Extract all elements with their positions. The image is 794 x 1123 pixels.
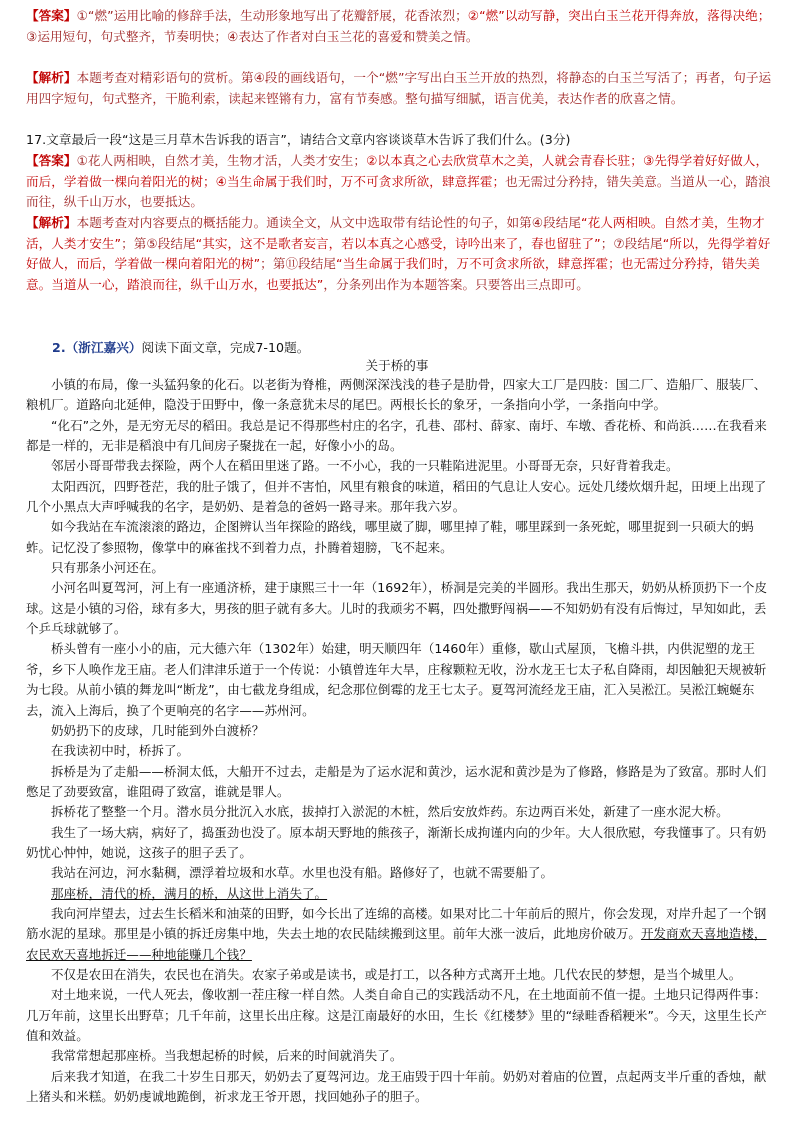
article-paragraph: 如今我站在车流滚滚的路边，企图辨认当年探险的路线，哪里崴了脚，哪里掉了鞋，哪里踩到一条死蛇，哪里捉到一只硕大的蚂蚱。记忆没了参照物，像掌中的麻雀找不到着力点，扑腾着翅膀，飞不起来。 bbox=[26, 519, 754, 555]
article-paragraph: 我生了一场大病，病好了，捣蛋劲也没了。原本胡天野地的熊孩子，渐渐长成拘谨内向的少年。大人很欣慰，夸我懂事了。只有奶奶忧心忡忡，她说，这孩子的胆子丢了。 bbox=[26, 824, 767, 860]
article-paragraph: 我站在河边，河水黏稠，漂浮着垃圾和水草。水里也没有船。路修好了，也就不需要船了。 bbox=[51, 865, 554, 881]
article-body bbox=[26, 375, 772, 1107]
article-paragraph: 我向河岸望去，过去生长稻米和油菜的田野，如今长出了连绵的高楼。如果对比二十年前后的照片，你会发现，对岸升起了一个钢筋水泥的星球。那里是小镇的拆迁房集中地，失去土地的农民陆续搬到这里。前年大涨一波后，此地房价破万。开发商欢天喜地造楼，农民欢天喜地拆迁——种地能赚几个钱？ bbox=[26, 905, 767, 962]
article-paragraph: 邻居小哥哥带我去探险，两个人在稻田里迷了路。一不小心，我的一只鞋陷进泥里。小哥哥无奈，只好背着我走。 bbox=[51, 458, 679, 474]
q17-answer bbox=[26, 151, 772, 213]
analysis-text: 本题考查对精彩语句的赏析。第④段的画线语句，一个“燃”字写出白玉兰开放的热烈，将静态的白玉兰写活了；再者，句子运用四字短句，句式整齐，干脆利索，读起来铿锵有力，富有节奏感。整句描写细腻，语言优美，表达作者的欣喜之情。 bbox=[26, 70, 772, 106]
q17-analysis: 【解析】本题考查对内容要点的概括能力。通读全文，从文中选取带有结论性的句子，如第④段结尾“花人两相映。自然才美，生物才活，人类才安生”；第⑤段结尾“其实，这不是歌者妄言，若以本真之心感受，诗吟出来了，春也留驻了”；⑦段结尾“所以，先得学着好好做人，而后，学着做一棵向着阳光的树”；第⑪段结尾“当生命属于我们时，万不可贪求所欲，肆意挥霍；也无需过分矜持，错失美意。当道从一心，踏浪而往，纵千山万水，也要抵达”，分条列出作为本题答案。只要答出三点即可。 bbox=[26, 215, 771, 292]
answer-point-2: ②“燃”以动写静，突出白玉兰花开得奔放，落得决绝； bbox=[467, 8, 771, 23]
q16-answer bbox=[26, 6, 772, 47]
underlined-sentence: 开发商欢天喜地造楼，农民欢天喜地拆迁——种地能赚几个钱？ bbox=[26, 926, 767, 962]
article-paragraph: 拆桥是为了走船——桥洞太低，大船开不过去，走船是为了运水泥和黄沙，运水泥和黄沙是为了修路，修路是为了致富。那时人们憋足了劲要致富，谁阻碍了致富，谁就是罪人。 bbox=[26, 763, 767, 799]
answer-point-3: ③运用短句，句式整齐，节奏明快；④表达了作者对白玉兰花的喜爱和赞美之情。 bbox=[26, 28, 479, 44]
article-paragraph: 那座桥，清代的桥，满月的桥，从这世上消失了。 bbox=[51, 885, 328, 901]
article-paragraph: “化石”之外，是无穷无尽的稻田。我总是记不得那些村庄的名字，孔巷、邵村、薛家、南圩、车墩、香花桥、和尚浜……在我看来都是一样的，无非是稻浪中有几间房子聚拢在一起，好像小小的岛。 bbox=[26, 417, 767, 454]
article-paragraph: 太阳西沉，四野苍茫，我的肚子饿了，但并不害怕，风里有粮食的味道，稻田的气息让人安心。远处几缕炊烟升起，田埂上出现了几个小黑点大声呼喊我的名字，是奶奶、是着急的爸妈一路寻来。那年我六岁。 bbox=[26, 478, 767, 515]
article-paragraph: 我常常想起那座桥。当我想起桥的时候，后来的时间就消失了。 bbox=[51, 1048, 403, 1064]
article-paragraph: 奶奶扔下的皮球，几时能到外白渡桥？ bbox=[51, 722, 265, 738]
analysis-tag: 【解析】 bbox=[26, 70, 77, 85]
article-paragraph: 对土地来说，一代人死去，像收割一茬庄稼一样自然。人类自命自己的实践活动不凡，在土地面前不值一提。土地只记得两件事：几万年前，这里长出野草；几千年前，这里长出庄稼。这是江南最好的水田，生长《红楼梦》里的“绿畦香稻粳米”。今天，这里生长产值和效益。 bbox=[26, 987, 767, 1043]
answer-point-1: ①花人两相映，自然才美，生物才活，人类才安生； bbox=[76, 153, 367, 168]
answer-point-4: 也无需过分矜持，错失美意。当道从一心，踏浪而往，纵千山万水，也要抵达。 bbox=[26, 173, 771, 210]
article-paragraph: 只有那条小河还在。 bbox=[51, 560, 164, 576]
answer-point-3: ④当生命属于我们时，万不可贪求所欲，肆意挥霍； bbox=[215, 173, 506, 189]
answer-tag: 【答案】 bbox=[26, 153, 77, 168]
q2-instruction: 阅读下面文章，完成7-10题。 bbox=[141, 340, 310, 355]
article-paragraph: 桥头曾有一座小小的庙，元大德六年（1302年）始建，明天顺四年（1460年）重修，歇山式屋顶，飞檐斗拱，内供泥塑的龙王爷，乡下人唤作龙王庙。老人们津津乐道于一个传说：小镇曾连年大旱，庄稼颗粒无收，汾水龙王七太子私自降雨，却因触犯天规被斩为七段。从前小镇的舞龙叫“断龙”，由七截龙身组成，纪念那位倒霉的龙王七太子。夏驾河流经龙王庙，汇入吴淞江。吴淞江蜿蜒东去，流入上海后，换了个更响亮的名字——苏州河。 bbox=[26, 641, 767, 718]
answer-tag: 【答案】 bbox=[26, 8, 77, 23]
article-paragraph: 小河名叫夏驾河，河上有一座通济桥，建于康熙三十一年（1692年），桥洞是完美的半圆形。我出生那天，奶奶从桥顶扔下一个皮球。这是小镇的习俗，球有多大，男孩的胆子就有多大。儿时的我顽劣不羁，四处撒野闯祸——不知奶奶有没有后悔过，早知如此，丢个乒乓球就够了。 bbox=[26, 580, 768, 637]
q17-question: 17.文章最后一段“这是三月草木告诉我的语言”，请结合文章内容谈谈草木告诉了我们什么。(3分) bbox=[26, 132, 571, 147]
article-paragraph: 不仅是农田在消失，农民也在消失。农家子弟或是读书，或是打工，以各种方式离开土地。几代农民的梦想，是当个城里人。 bbox=[51, 966, 742, 982]
answer-point-2: ②以本真之心去欣赏草木之美，人就会青春长驻；③先得学着好好做人，而后，学着做一棵向着阳光的树； bbox=[26, 153, 769, 189]
article-title: 关于桥的事 bbox=[365, 358, 429, 373]
q16-analysis bbox=[26, 68, 772, 109]
article-paragraph: 在我读初中时，桥拆了。 bbox=[51, 743, 190, 759]
q2-number: 2. bbox=[52, 340, 66, 355]
article-paragraph: 后来我才知道，在我二十岁生日那天，奶奶去了夏驾河边。龙王庙毁于四十年前。奶奶对着庙的位置，点起两支半斤重的香烛，献上猪头和米糕。奶奶虔诚地跪倒，祈求龙王爷开恩，找回她孙子的胆子。 bbox=[26, 1068, 767, 1105]
analysis-tag: 【解析】 bbox=[26, 215, 77, 230]
article-paragraph: 拆桥花了整整一个月。潜水员分批沉入水底，拔掉打入淤泥的木桩，然后安放炸药。东边两百米处，新建了一座水泥大桥。 bbox=[51, 804, 729, 820]
article-paragraph: 小镇的布局，像一头猛犸象的化石。以老街为脊椎，两侧深深浅浅的巷子是肋骨，四家大工厂是四肢：国二厂、造船厂、服装厂、粮机厂。道路向北延伸，隐没于田野中，像一条意犹未尽的尾巴。两根长长的象牙，一条指向小学，一条指向中学。 bbox=[26, 377, 767, 413]
answer-point-1: ①“燃”运用比喻的修辞手法，生动形象地写出了花瓣舒展，花香浓烈； bbox=[76, 8, 468, 23]
q2-source: （浙江嘉兴） bbox=[65, 340, 142, 355]
